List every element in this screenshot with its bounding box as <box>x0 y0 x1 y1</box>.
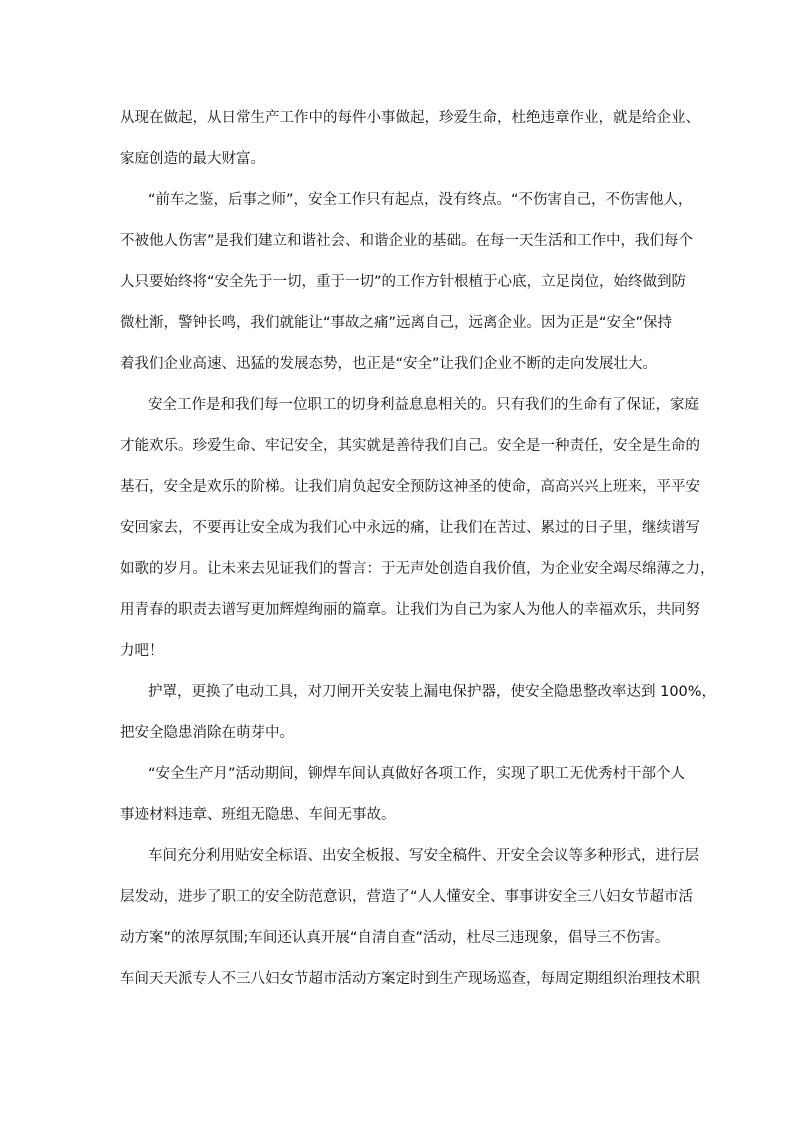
text-line: 力吧！ <box>120 643 164 659</box>
text-line: “安全生产月”活动期间，铆焊车间认真做好各项工作，实现了职工无优秀村干部个人 <box>148 766 686 782</box>
text-line: 安全工作是和我们每一位职工的切身利益息息相关的。只有我们的生命有了保证，家庭 <box>148 397 699 413</box>
text-line: 把安全隐患消除在萌芽中。 <box>120 725 294 741</box>
text-line: 从现在做起，从日常生产工作中的每件小事做起，珍爱生命，杜绝违章作业，就是给企业、 <box>120 110 700 126</box>
text-line: 着我们企业高速、迅猛的发展态势，也正是“安全”让我们企业不断的走向发展壮大。 <box>120 356 658 372</box>
text-line: 安回家去，不要再让安全成为我们心中永远的痛，让我们在苦过、累过的日子里，继续谱写 <box>120 520 700 536</box>
text-line: 用青春的职责去谱写更加辉煌绚丽的篇章。让我们为自己为家人为他人的幸福欢乐，共同努 <box>120 602 700 618</box>
text-line: “前车之鉴，后事之师”，安全工作只有起点，没有终点。“不伤害自己，不伤害他人， <box>148 192 693 208</box>
text-line: 动方案”的浓厚氛围;车间还认真开展“自清自查”活动，杜尽三违现象，倡导三不伤害。 <box>120 930 670 946</box>
text-line: 不被他人伤害”是我们建立和谐社会、和谐企业的基础。在每一天生活和工作中，我们每个 <box>120 233 694 249</box>
text-line: 车间充分利用贴安全标语、出安全板报、写安全稿件、开安全会议等多种形式，进行层 <box>148 848 699 864</box>
text-line: 如歌的岁月。让未来去见证我们的誓言：于无声处创造自我价值，为企业安全竭尽绵薄之力， <box>120 561 715 577</box>
text-line: 才能欢乐。珍爱生命、牢记安全，其实就是善待我们自己。安全是一种责任，安全是生命的 <box>120 438 700 454</box>
text-line: 车间天天派专人不三八妇女节超市活动方案定时到生产现场巡查，每周定期组织治理技术职 <box>120 971 700 987</box>
text-line: 微杜渐，警钟长鸣，我们就能让“事故之痛”远离自己，远离企业。因为正是“安全”保持 <box>120 315 673 331</box>
text-line: 人只要始终将“安全先于一切，重于一切”的工作方针根植于心底，立足岗位，始终做到防 <box>120 274 687 290</box>
text-line: 事迹材料违章、班组无隐患、车间无事故。 <box>120 807 396 823</box>
text-line: 护罩，更换了电动工具，对刀闸开关安装上漏电保护器，使安全隐患整改率达到 100%， <box>148 684 717 700</box>
text-line: 层发动，进步了职工的安全防范意识，营造了“人人懂安全、事事讲安全三八妇女节超市活 <box>120 889 694 905</box>
text-line: 家庭创造的最大财富。 <box>120 151 265 167</box>
text-line: 基石，安全是欢乐的阶梯。让我们肩负起安全预防这神圣的使命，高高兴兴上班来，平平安 <box>120 479 700 495</box>
